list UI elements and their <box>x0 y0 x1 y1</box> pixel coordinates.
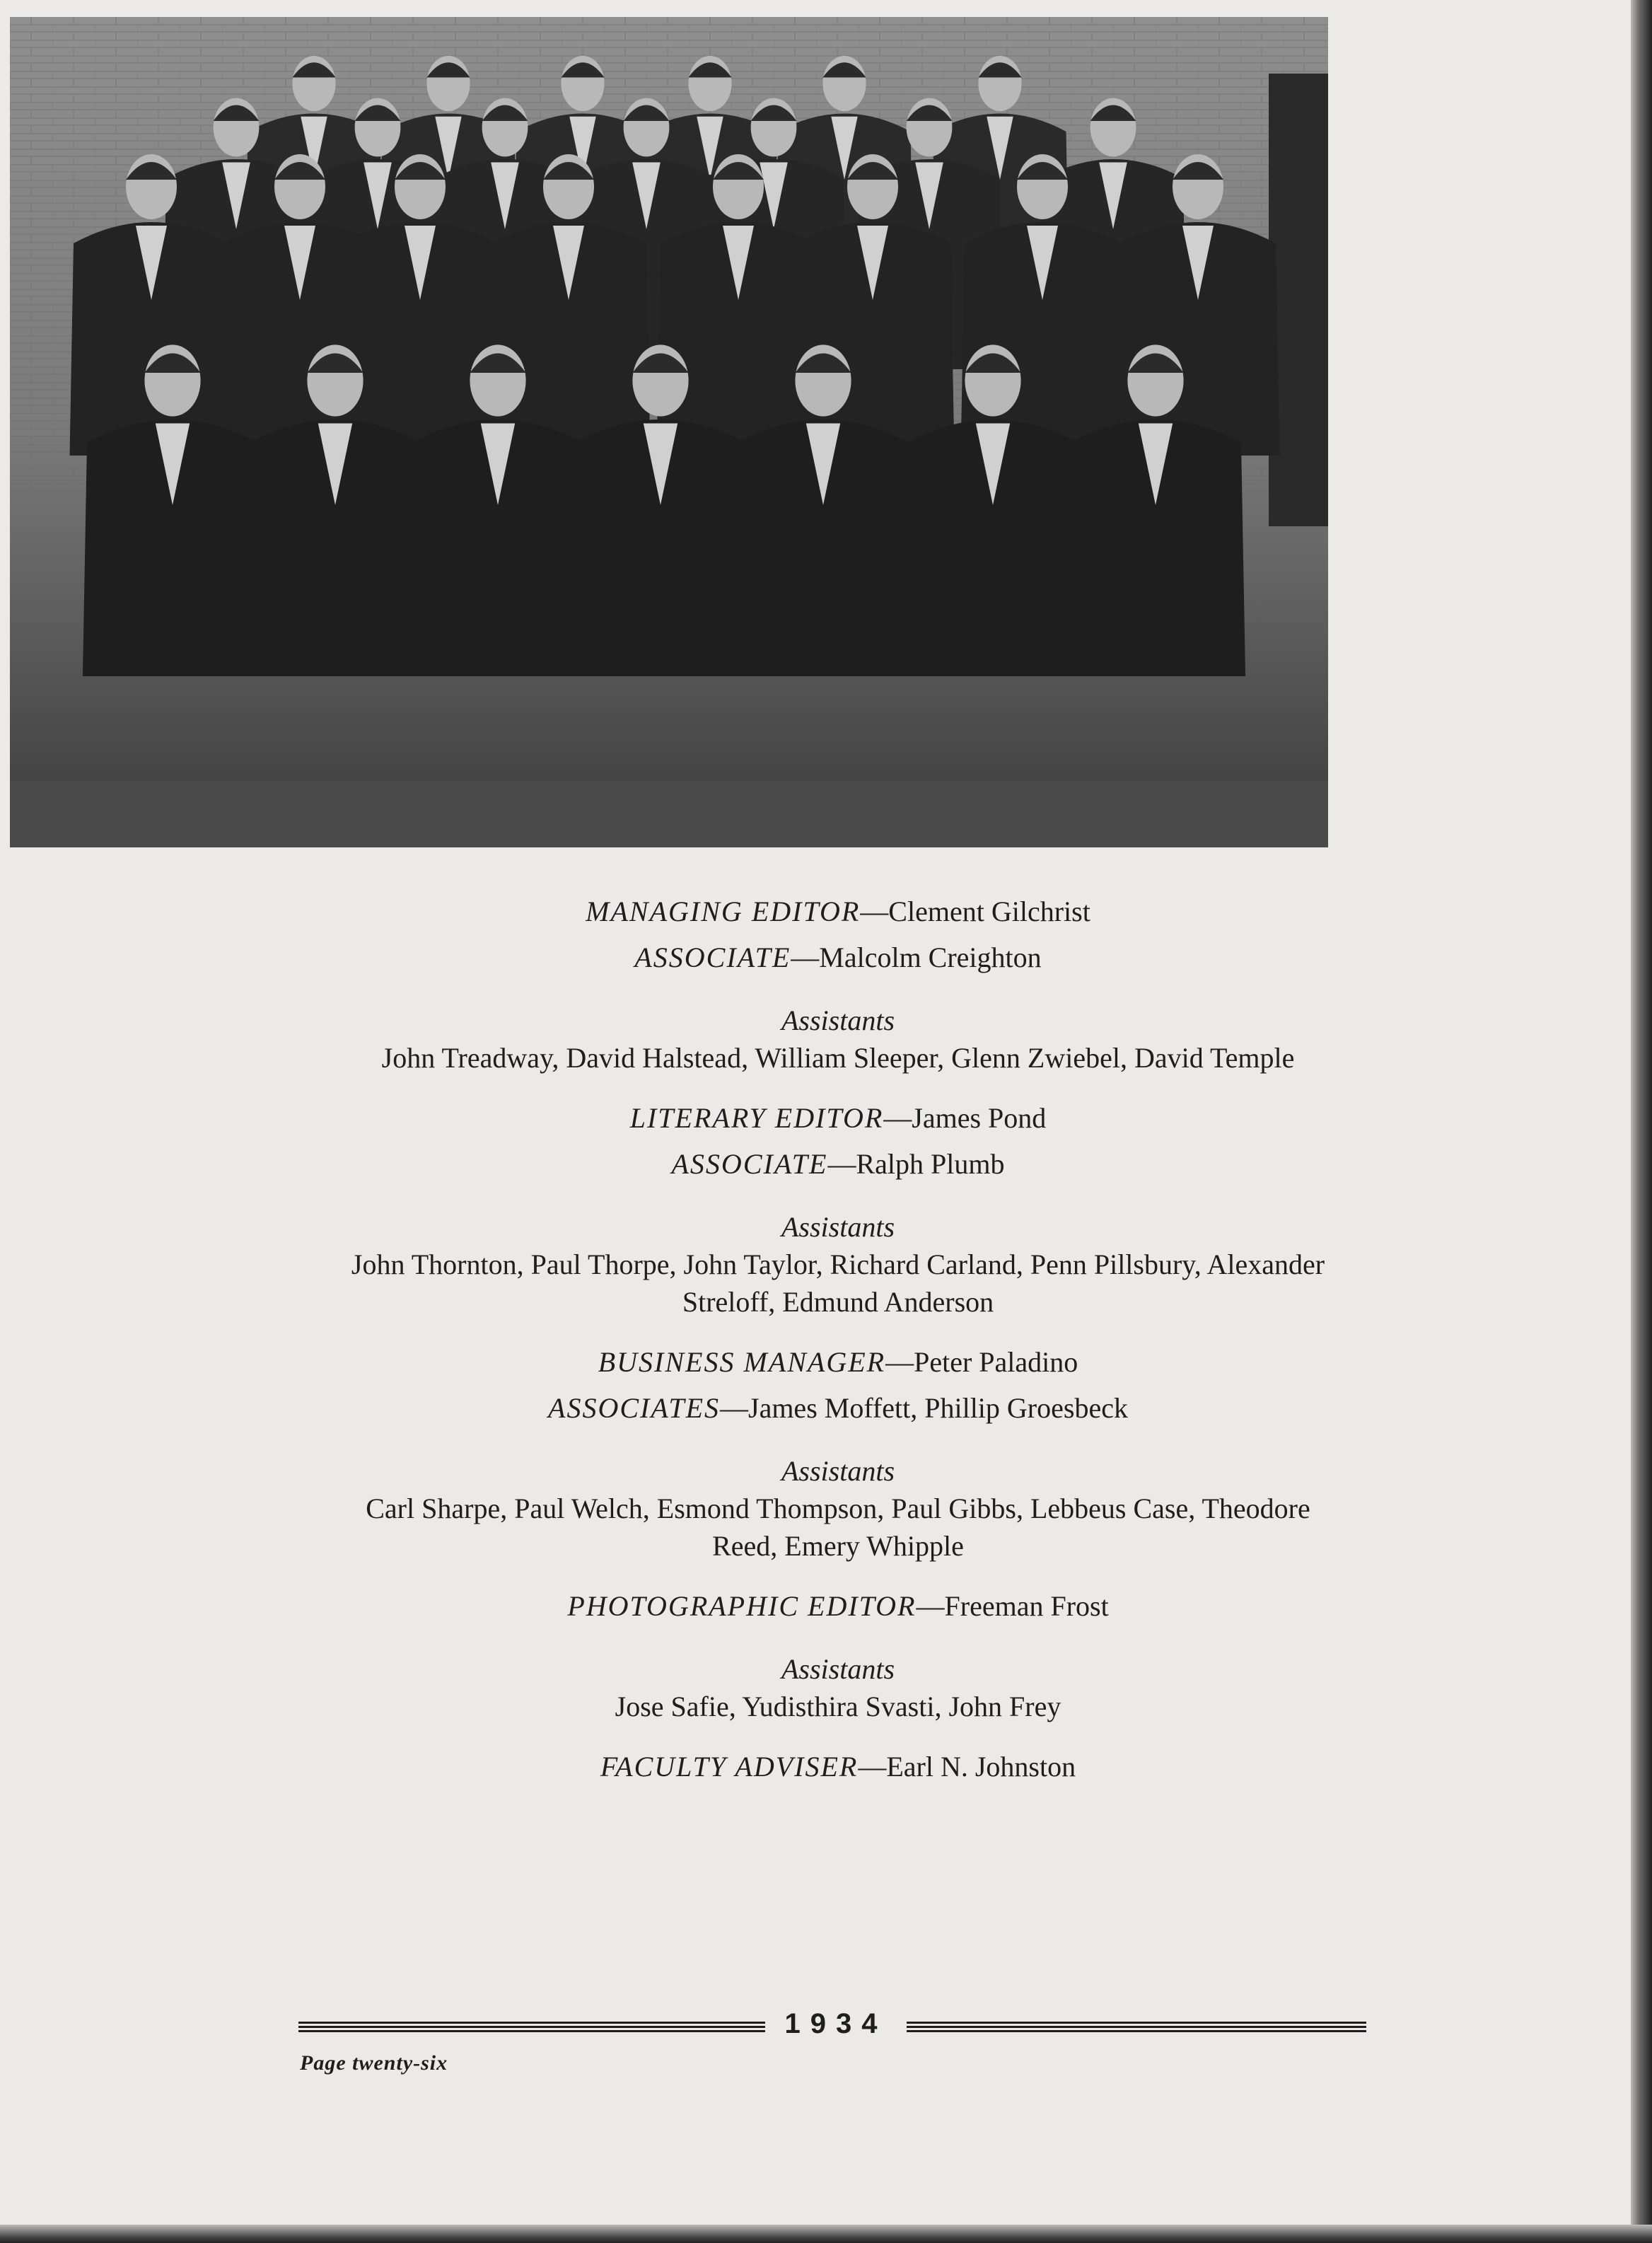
page-edge-right <box>1631 0 1652 2243</box>
page-number: Page twenty-six <box>300 2051 448 2075</box>
credit-line <box>297 1145 1379 1183</box>
credit-line <box>297 1099 1379 1137</box>
credit-name: Freeman Frost <box>944 1590 1109 1622</box>
em-dash: — <box>791 941 820 973</box>
credit-name: Malcolm Creighton <box>819 941 1042 973</box>
em-dash: — <box>860 896 889 927</box>
page-footer <box>298 2008 1366 2041</box>
em-dash: — <box>858 1751 887 1783</box>
footer-rule-right <box>907 2022 1366 2033</box>
credit-line <box>297 1587 1379 1625</box>
assistants-heading: Assistants <box>781 1211 895 1243</box>
footer-rule-left <box>298 2022 765 2033</box>
credit-role: ASSOCIATES <box>548 1392 720 1424</box>
page-edge-bottom <box>0 2225 1652 2243</box>
em-dash: — <box>885 1346 914 1378</box>
credit-name: Clement Gilchrist <box>888 896 1090 927</box>
people-silhouettes <box>70 56 1280 676</box>
em-dash: — <box>827 1148 856 1180</box>
footer-year: 1934 <box>784 2008 888 2039</box>
credit-line <box>297 893 1379 930</box>
credit-role: ASSOCIATE <box>671 1148 828 1180</box>
staff-credits <box>297 893 1379 1785</box>
assistants-heading: Assistants <box>781 1455 895 1487</box>
credit-line <box>297 939 1379 976</box>
credit-name: Earl N. Johnston <box>886 1751 1076 1783</box>
credit-role: PHOTOGRAPHIC EDITOR <box>567 1590 917 1622</box>
credit-role: FACULTY ADVISER <box>600 1751 859 1783</box>
credit-name: Ralph Plumb <box>856 1148 1005 1180</box>
assistants-names: Carl Sharpe, Paul Welch, Esmond Thompson, Paul Gibbs, Lebbeus Case, Theodore Reed, Emery Whipple <box>366 1493 1310 1562</box>
credit-role: BUSINESS MANAGER <box>598 1346 886 1378</box>
em-dash: — <box>916 1590 945 1622</box>
assistants-names: Jose Safie, Yudisthira Svasti, John Frey <box>615 1691 1061 1722</box>
credit-line <box>297 1748 1379 1785</box>
assistants-heading: Assistants <box>781 1653 895 1685</box>
credit-role: MANAGING EDITOR <box>586 896 861 927</box>
group-photograph <box>10 17 1328 847</box>
assistants-heading: Assistants <box>781 1004 895 1036</box>
credit-line <box>297 1343 1379 1381</box>
em-dash: — <box>720 1392 748 1424</box>
credit-name: James Moffett, Phillip Groesbeck <box>748 1392 1128 1424</box>
assistants-names: John Thornton, Paul Thorpe, John Taylor, Richard Carland, Penn Pillsbury, Alexander Streloff, Edmund Anderson <box>351 1248 1325 1318</box>
credit-line <box>297 1389 1379 1427</box>
credit-name: James Pond <box>912 1102 1047 1134</box>
assistants-names: John Treadway, David Halstead, William Sleeper, Glenn Zwiebel, David Temple <box>381 1042 1295 1074</box>
credit-name: Peter Paladino <box>914 1346 1078 1378</box>
group-photo-image <box>10 17 1328 847</box>
em-dash: — <box>883 1102 912 1134</box>
credit-role: LITERARY EDITOR <box>629 1102 884 1134</box>
credit-role: ASSOCIATE <box>634 941 791 973</box>
